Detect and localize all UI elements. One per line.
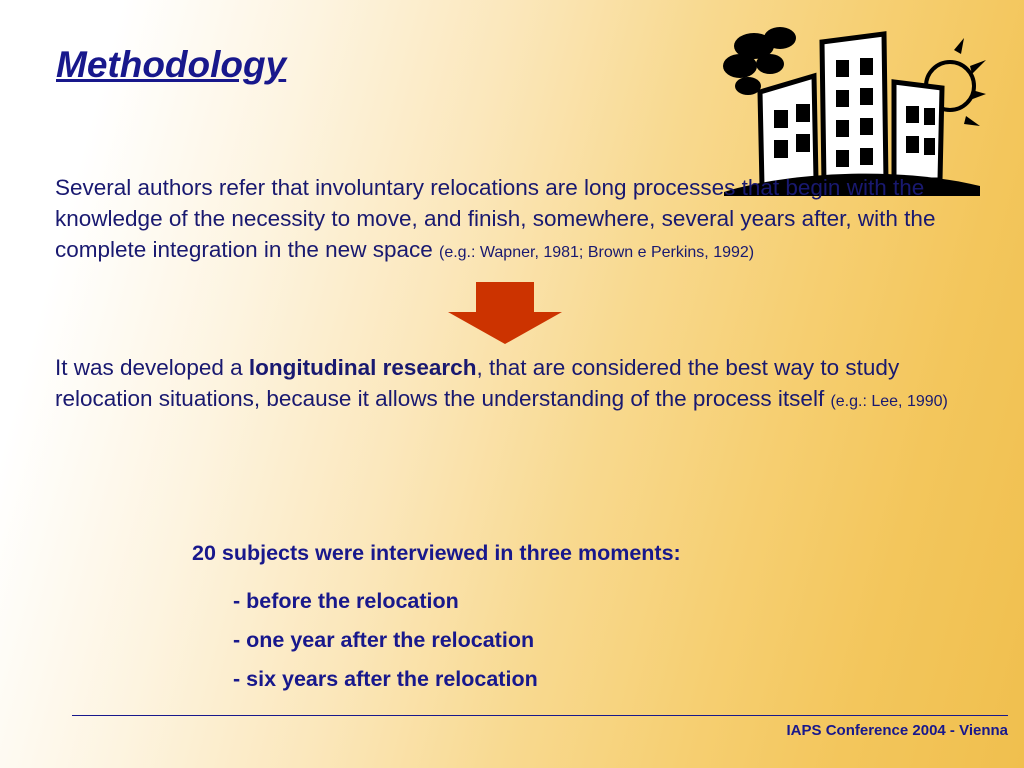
paragraph-two-part-one: It was developed a [55, 355, 249, 380]
paragraph-one-main: Several authors refer that involuntary relocations are long processes that begin with the knowledge of the necessity to move, and finish, somewhere, several years after, with the complete integration in the new space [55, 175, 936, 262]
paragraph-two-part-two: , that are considered the best way to study relocation situations, because it allows the understanding of the process itself [55, 355, 900, 411]
footer-divider [72, 715, 1008, 716]
city-buildings-clipart [718, 24, 986, 196]
paragraph-two-emphasis: longitudinal research [248, 355, 477, 380]
bullet-list [233, 582, 538, 699]
list-item: - one year after the relocation [233, 628, 535, 652]
list-heading: 20 subjects were interviewed in three moments: [192, 541, 681, 565]
page-title: Methodology [56, 44, 287, 85]
list-item: - before the relocation [233, 589, 459, 613]
list-item: - six years after the relocation [233, 667, 538, 691]
footer-text: IAPS Conference 2004 - Vienna [786, 722, 1008, 739]
paragraph-two-citation: (e.g.: Lee, 1990) [830, 393, 948, 410]
paragraph-one [55, 172, 995, 265]
down-arrow-icon [444, 282, 569, 344]
paragraph-one-citation: (e.g.: Wapner, 1981; Brown e Perkins, 1992) [438, 244, 755, 261]
paragraph-two [55, 352, 995, 414]
